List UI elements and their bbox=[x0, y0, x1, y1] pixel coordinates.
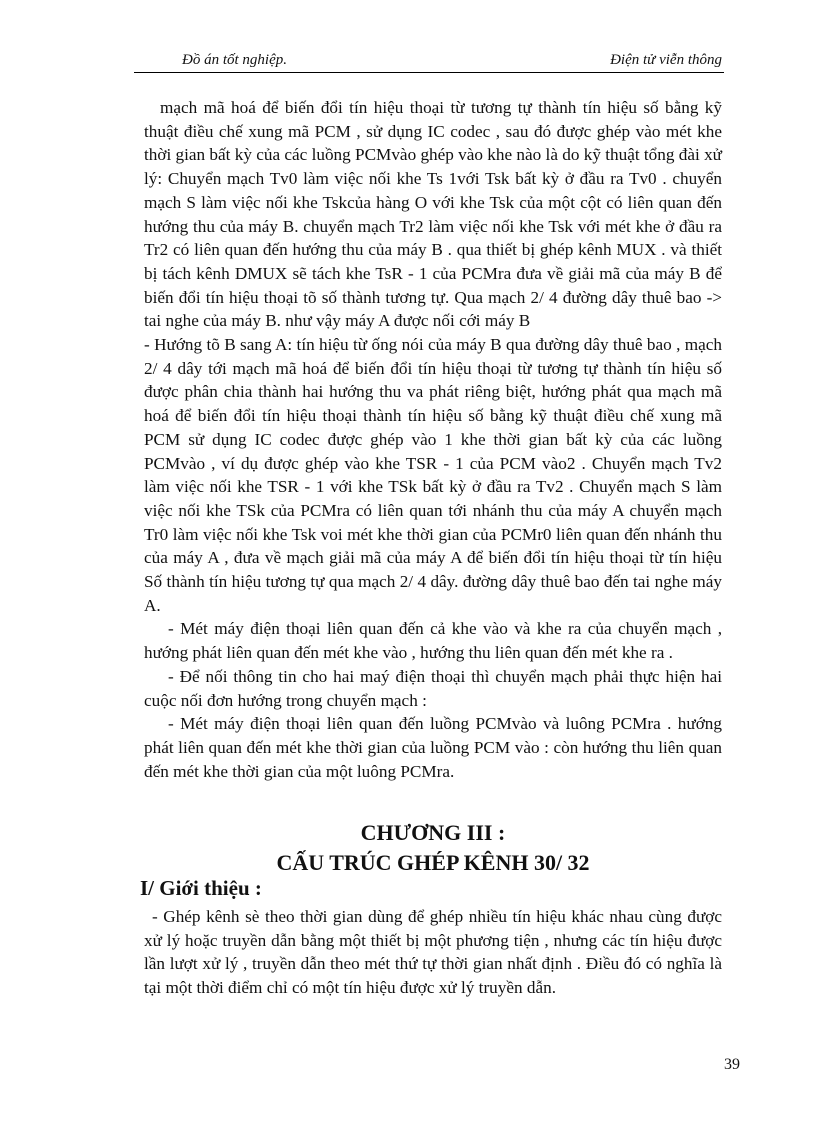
paragraph-5: - Mét máy điện thoại liên quan đến luồng PCMvào và luông PCMra . hướng phát liên quan đến mét khe thời gian của luồng PCM vào : còn hướng thu liên quan đến mét khe thời gian của một luông PCMra. bbox=[144, 714, 722, 781]
paragraph-3: - Mét máy điện thoại liên quan đến cả khe vào và khe ra của chuyển mạch , hướng phát liên quan đến mét khe vào , hướng thu liên quan đến mét khe ra . bbox=[144, 619, 722, 663]
page-number: 39 bbox=[724, 1056, 740, 1073]
paragraph-2: - Hướng tõ B sang A: tín hiệu từ ống nói của máy B qua đường dây thuê bao , mạch 2/ 4 dây tới mạch mã hoá để biến đổi tín hiệu thoại từ tương tự thành tín hiệu số được phân chia thành hai hướng thu va phát riêng biệt, hướng phát qua mạch mã hoá để biến đổi tín hiệu thoại thành tín hiệu số bằng kỹ thuật điều chế xung mã PCM sử dụng IC codec được ghép vào 1 khe thời gian bất kỳ của các luồng PCMvào , ví dụ được ghép vào khe TSR - 1 của PCM vào2 . Chuyển mạch Tv2 làm việc nối khe TSR - 1 với khe TSk bất kỳ ở đầu ra Tv2 . Chuyển mạch S làm việc nối khe TSk của PCMra có liên quan tới nhánh thu của máy A chuyển mạch Tr0 làm việc nối khe Tsk voi mét khe thời gian của PCMr0 liên quan đến nhánh thu của máy A , đưa về mạch giải mã của máy A để biến đổi tín hiệu thoại từ tín hiệu Số thành tín hiệu tương tự qua mạch 2/ 4 dây. đường dây thuê bao đến tai nghe máy A. bbox=[144, 335, 722, 615]
page-header bbox=[134, 50, 724, 73]
header-left-title: Đồ án tốt nghiệp. bbox=[182, 52, 287, 68]
chapter-heading bbox=[144, 818, 722, 878]
chapter-title: CẤU TRÚC GHÉP KÊNH 30/ 32 bbox=[276, 850, 590, 875]
paragraph-4: - Để nối thông tin cho hai maý điện thoại thì chuyển mạch phải thực hiện hai cuộc nối đơn hướng trong chuyển mạch : bbox=[144, 666, 722, 710]
section-body bbox=[144, 905, 722, 1000]
header-right-title: Điện tử viễn thông bbox=[610, 52, 722, 68]
section-heading: I/ Giới thiệu : bbox=[140, 876, 262, 900]
chapter-number: CHƯƠNG III : bbox=[360, 820, 506, 845]
body-text bbox=[144, 96, 722, 783]
intro-paragraph: - Ghép kênh sè theo thời gian dùng để ghép nhiều tín hiệu khác nhau cùng được xử lý hoặc truyền dẫn bằng một thiết bị một phương tiện , nhưng các tín hiệu được lần lượt xử lý , truyền dẫn theo mét thứ tự thời gian nhất định . Điều đó có nghĩa là tại một thời điểm chỉ có một tín hiệu được xử lý truyền dẫn. bbox=[144, 907, 722, 998]
paragraph-1: mạch mã hoá để biến đổi tín hiệu thoại từ tương tự thành tín hiệu số bằng kỹ thuật điều chế xung mã PCM , sử dụng IC codec , sau đó được ghép vào mét khe thời gian bất kỳ của các luồng PCMvào ghép vào khe nào là do kỹ thuật tổng đài xử lý: Chuyển mạch Tv0 làm việc nối khe Ts 1với Tsk bất kỳ ở đầu ra Tv0 . chuyển mạch S làm việc nối khe Tskcủa hàng O với khe Tsk của một cột có liên quan đến hướng thu của máy B. chuyển mạch Tr2 làm việc nối khe Tsk với mét khe ở đầu ra Tr2 có liên quan đến hướng thu của máy B . qua thiết bị ghép kênh MUX . và thiết bị tách kênh DMUX sẽ tách khe TsR - 1 của PCMra đưa về giải mã của máy B để biến đổi tín hiệu thoại tõ số thành tương tự. Qua mạch 2/ 4 đường dây thuê bao -> tai nghe của máy B. như vậy máy A được nối cới máy B bbox=[144, 98, 722, 331]
